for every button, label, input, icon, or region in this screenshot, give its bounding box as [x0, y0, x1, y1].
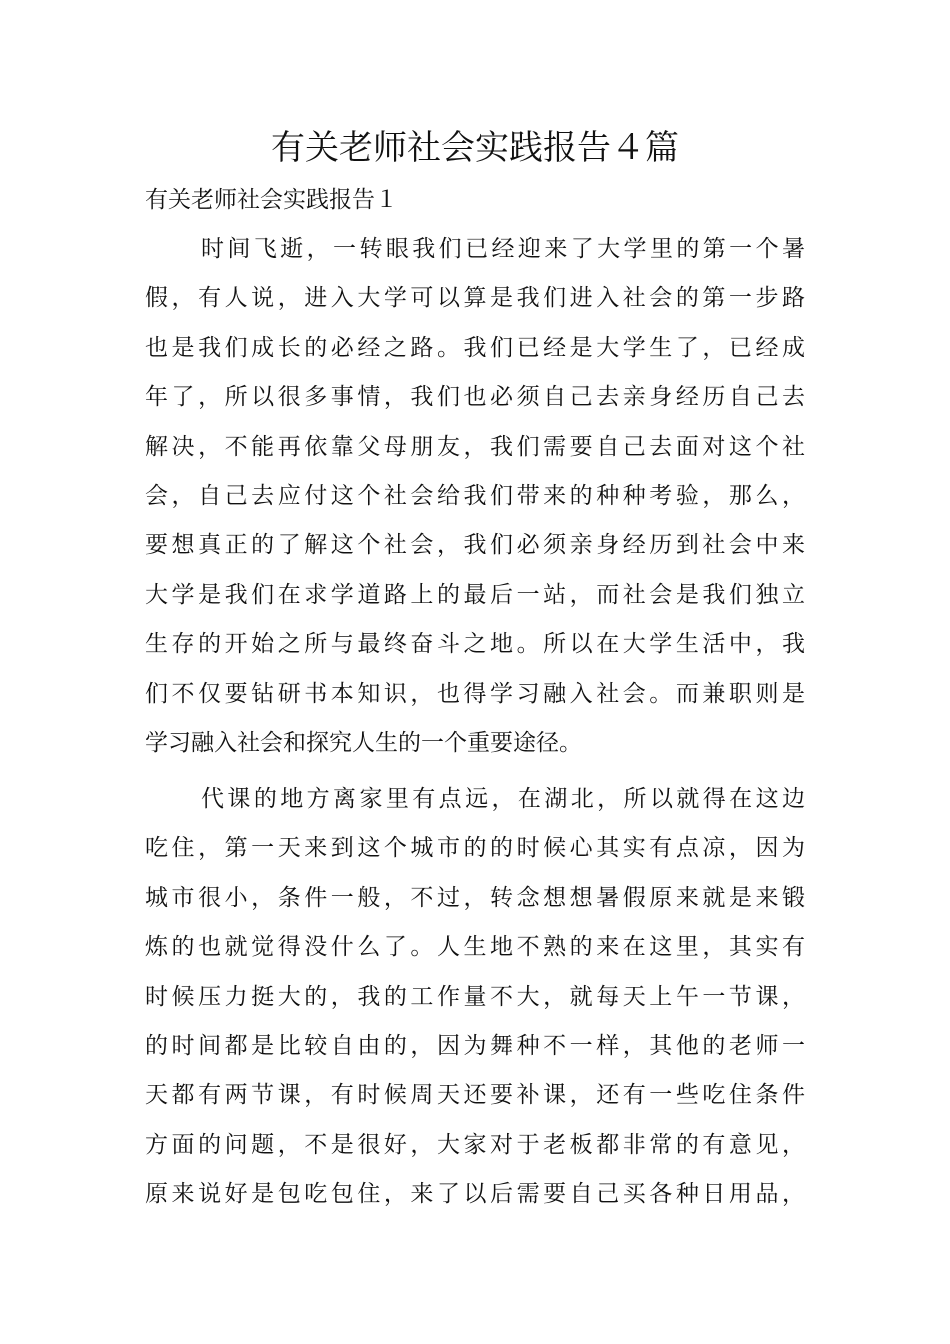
paragraph-line: 们不仅要钻研书本知识，也得学习融入社会。而兼职则是	[145, 680, 805, 707]
paragraph-line: 要想真正的了解这个社会，我们必须亲身经历到社会中来	[145, 532, 805, 559]
paragraph-line: 时候压力挺大的，我的工作量不大，就每天上午一节课，	[145, 983, 805, 1010]
paragraph-line: 代课的地方离家里有点远，在湖北，所以就得在这边	[201, 786, 805, 812]
paragraph-line: 时间飞逝，一转眼我们已经迎来了大学里的第一个暑	[201, 236, 805, 262]
paragraph-line: 的时间都是比较自由的，因为舞种不一样，其他的老师一	[145, 1032, 805, 1059]
paragraph-line: 年了，所以很多事情，我们也必须自己去亲身经历自己去	[145, 384, 805, 411]
paragraph-line: 大学是我们在求学道路上的最后一站，而社会是我们独立	[145, 581, 805, 608]
paragraph-line: 原来说好是包吃包住，来了以后需要自己买各种日用品，	[145, 1181, 805, 1208]
paragraph-line: 天都有两节课，有时候周天还要补课，还有一些吃住条件	[145, 1082, 805, 1109]
paragraph-line: 方面的问题，不是很好，大家对于老板都非常的有意见，	[145, 1131, 805, 1158]
paragraph-line: 炼的也就觉得没什么了。人生地不熟的来在这里，其实有	[145, 934, 805, 961]
paragraph-line: 解决，不能再依靠父母朋友，我们需要自己去面对这个社	[145, 433, 805, 460]
paragraph-line: 学习融入社会和探究人生的一个重要途径。	[145, 729, 582, 756]
paragraph-1	[145, 225, 805, 768]
section-heading: 有关老师社会实践报告１	[145, 187, 398, 213]
paragraph-line: 也是我们成长的必经之路。我们已经是大学生了，已经成	[145, 334, 805, 361]
paragraph-2	[145, 775, 805, 1220]
paragraph-line: 城市很小，条件一般，不过，转念想想暑假原来就是来锻	[145, 884, 805, 911]
paragraph-line: 会，自己去应付这个社会给我们带来的种种考验，那么，	[145, 482, 805, 509]
document-title: 有关老师社会实践报告４篇	[271, 128, 679, 168]
paragraph-line: 吃住，第一天来到这个城市的的时候心其实有点凉，因为	[145, 835, 805, 862]
paragraph-line: 生存的开始之所与最终奋斗之地。所以在大学生活中，我	[145, 631, 805, 658]
paragraph-line: 假，有人说，进入大学可以算是我们进入社会的第一步路	[145, 285, 805, 312]
